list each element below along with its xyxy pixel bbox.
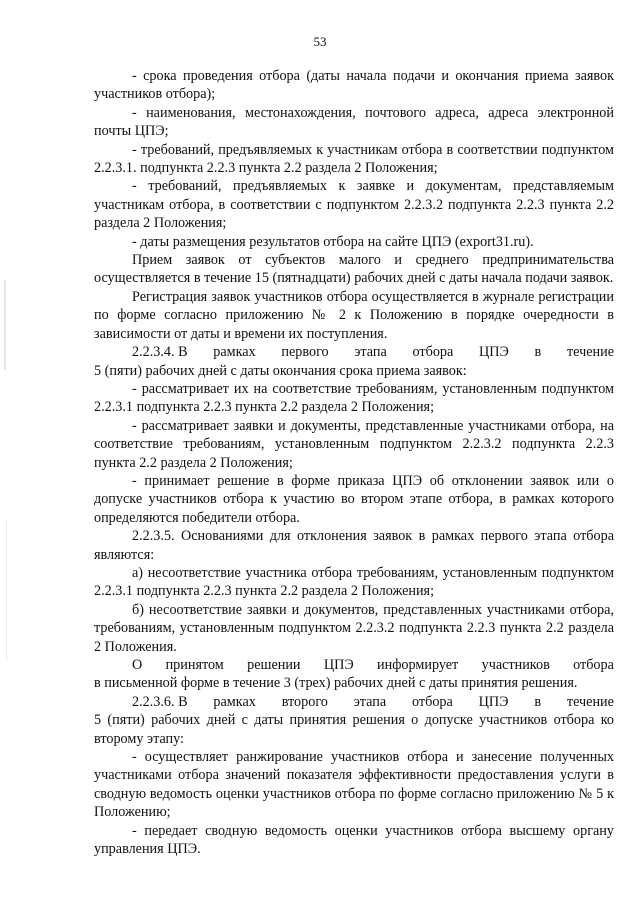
paragraph: - передает сводную ведомость оценки участников отбора высшему органу управления ЦПЭ. — [94, 822, 614, 858]
paragraph: Прием заявок от субъектов малого и среднего предпринимательства осуществляется в течение 15 (пятнадцати) рабочих дней с даты начала подачи заявок. — [94, 252, 614, 287]
paragraph: а) несоответствие участника отбора требованиям, установленным подпунктом 2.2.3.1 подпункта 2.2.3 пункта 2.2 раздела 2 Положения; — [94, 564, 614, 600]
paragraph: - рассматривает их на соответствие требованиям, установленным подпунктом 2.2.3.1 подпункта 2.2.3 пункта 2.2 раздела 2 Положения; — [94, 380, 614, 416]
paragraph: - принимает решение в форме приказа ЦПЭ об отклонении заявок или о допуске участников отбора к участию во втором этапе отбора, в рамках которого определяются победители отбора. — [94, 472, 614, 526]
scan-edge-mark — [6, 520, 7, 660]
spread-line: 2.2.3.4. В рамках первого этапа отбора ЦПЭ в течение — [132, 344, 614, 361]
paragraph: - рассматривает заявки и документы, представленные участниками отбора, на соответствие требованиям, установленным подпунктом 2.2.3.2 подпункта 2.2.3 пункта 2.2 раздела 2 Положения; — [94, 417, 614, 471]
paragraph-inform — [94, 656, 614, 693]
paragraph: Регистрация заявок участников отбора осуществляется в журнале регистрации по форме согласно приложению № 2 к Положению в порядке очередности в зависимости от даты и времени их поступления. — [94, 288, 614, 342]
page-number: 53 — [313, 34, 327, 49]
paragraph: - даты размещения результатов отбора на сайте ЦПЭ (export31.ru). — [132, 233, 534, 250]
body-text — [94, 67, 614, 858]
paragraph: - требований, предъявляемых к заявке и документам, представляемым участникам отбора, в соответствии с подпунктом 2.2.3.2 подпункта 2.2.3 пункта 2.2 раздела 2 Положения; — [94, 178, 614, 232]
paragraph: - наименования, местонахождения, почтового адреса, адреса электронной почты ЦПЭ; — [94, 104, 614, 140]
paragraph: - осуществляет ранжирование участников отбора и занесение полученных участниками отбора значений показателя эффективности предоставления услуги в сводную ведомость оценки участников отбора по форме согласно приложению № 5 к Положению; — [94, 749, 614, 821]
paragraph-tail: 5 (пяти) рабочих дней с даты принятия решения о допуске участников отбора ко второму этапу: — [94, 712, 614, 747]
paragraph-2-2-3-6 — [94, 693, 614, 748]
paragraph-tail: в письменной форме в течение 3 (трех) рабочих дней с даты принятия решения. — [94, 675, 578, 692]
paragraph-tail: 5 (пяти) рабочих дней с даты окончания срока приема заявок: — [94, 362, 467, 379]
paragraph-2-2-3-4 — [94, 343, 614, 380]
scan-edge-mark — [4, 280, 6, 370]
paragraph: б) несоответствие заявки и документов, представленных участниками отбора, требованиям, установленным подпунктом 2.2.3.2 подпункта 2.2.3 пункта 2.2 раздела 2 Положения. — [94, 601, 614, 655]
spread-line: 2.2.3.6. В рамках второго этапа отбора ЦПЭ в течение — [132, 693, 614, 710]
paragraph: - требований, предъявляемых к участникам отбора в соответствии подпунктом 2.2.3.1. подпункта 2.2.3 пункта 2.2 раздела 2 Положения; — [94, 141, 614, 177]
paragraph: - срока проведения отбора (даты начала подачи и окончания приема заявок участников отбора); — [94, 68, 614, 103]
spread-line: О принятом решении ЦПЭ информирует участников отбора — [132, 657, 614, 673]
paragraph: 2.2.3.5. Основаниями для отклонения заявок в рамках первого этапа отбора являются: — [94, 528, 614, 563]
